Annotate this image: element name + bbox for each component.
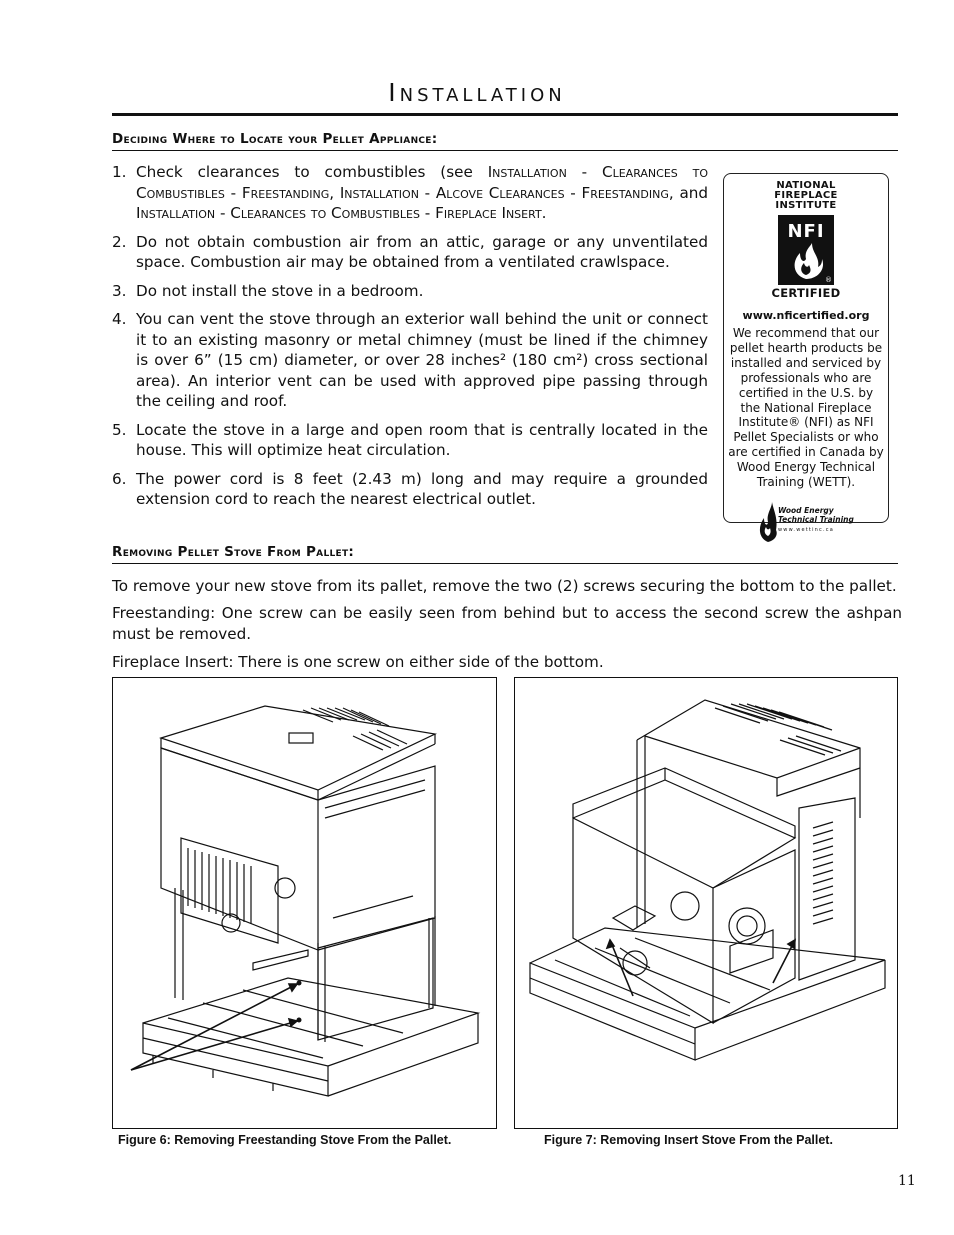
list-item [112, 232, 708, 273]
list-item-number: 5. [112, 420, 127, 439]
title-rule [112, 113, 898, 116]
nfi-recommendation-text: We recommend that our pellet hearth products be installed and serviced by professionals who are certified in the U.S. by the National Fireplace Institute® (NFI) as NFI Pellet Specialists or who are certified in Canada by Wood Energy Technical Training (WETT). [728, 326, 884, 490]
freestanding-stove-illustration [113, 678, 495, 1127]
flame-icon [778, 215, 834, 285]
section-heading-locate: Deciding Where to Locate your Pellet Appliance: [112, 131, 898, 151]
locate-instructions-list [112, 162, 708, 518]
remove-paragraph-1: To remove your new stove from its pallet, remove the two (2) screws securing the bottom to the pallet. [112, 577, 897, 595]
remove-paragraph-freestanding: Freestanding: One screw can be easily seen from behind but to access the second screw the ashpan must be removed. [112, 604, 902, 643]
list-item-number: 3. [112, 281, 127, 300]
wett-logo: Wood Energy Technical Training www.wettinc.ca [756, 500, 856, 544]
section-heading-remove: Removing Pellet Stove From Pallet: [112, 544, 898, 564]
wett-flame-icon [756, 500, 778, 544]
list-item-text-part: . [541, 204, 547, 222]
list-item-number: 4. [112, 310, 127, 328]
figure-6-caption: Figure 6: Removing Freestanding Stove From the Pallet. [118, 1133, 452, 1147]
insert-stove-illustration [515, 678, 896, 1127]
nfi-certification-box [723, 173, 889, 533]
nfi-url: www.nficertified.org [742, 309, 870, 322]
page-number: 11 [898, 1173, 916, 1189]
list-item-text-part: Check clearances to combustibles (see [136, 163, 488, 181]
list-item-number: 6. [112, 469, 127, 488]
figure-7-caption: Figure 7: Removing Insert Stove From the Pallet. [544, 1133, 833, 1147]
remove-paragraph-insert: Fireplace Insert: There is one screw on either side of the bottom. [112, 653, 604, 671]
list-item-text-part: , and [668, 183, 709, 202]
list-item-number: 1. [112, 163, 127, 181]
list-item-text-part: Installation - Alcove Clearances - Freestanding [339, 183, 669, 202]
list-item-text: Do not obtain combustion air from an attic, garage or any unventilated space. Combustion air may be obtained from a ventilated crawlspace. [136, 232, 708, 271]
list-item-text: Do not install the stove in a bedroom. [136, 281, 424, 300]
nfi-certified-label: CERTIFIED [771, 286, 841, 300]
list-item-text-part: , [329, 183, 340, 202]
page-title: Installation [388, 78, 566, 107]
list-item-text: You can vent the stove through an exterior wall behind the unit or connect it to an existing masonry or metal chimney (must be lined if the chimney is over 6” (15 cm) diameter, or over 28 inches² (180 cm²) cross sectional area). An interior vent can be used with approved pipe passing through the ceiling and roof. [136, 310, 708, 410]
nfi-org-name: NATIONAL FIREPLACE INSTITUTE [774, 180, 838, 211]
list-item-text: The power cord is 8 feet (2.43 m) long and may require a grounded extension cord to reach the nearest electrical outlet. [136, 469, 708, 508]
list-item [112, 162, 708, 224]
list-item-text-part: Installation - Clearances to Combustibles - Freestanding [136, 163, 708, 202]
list-item [112, 469, 708, 510]
list-item-number: 2. [112, 232, 127, 251]
figure-7-insert-stove [514, 677, 898, 1129]
list-item [112, 420, 708, 461]
list-item [112, 309, 708, 412]
list-item [112, 281, 708, 302]
list-item-text: Locate the stove in a large and open room that is centrally located in the house. This will optimize heat circulation. [136, 420, 708, 459]
nfi-logo: NFI ® [778, 215, 834, 285]
list-item-text-part: Installation - Clearances to Combustibles - Fireplace Insert [136, 204, 542, 222]
figure-6-freestanding-stove [112, 677, 497, 1129]
